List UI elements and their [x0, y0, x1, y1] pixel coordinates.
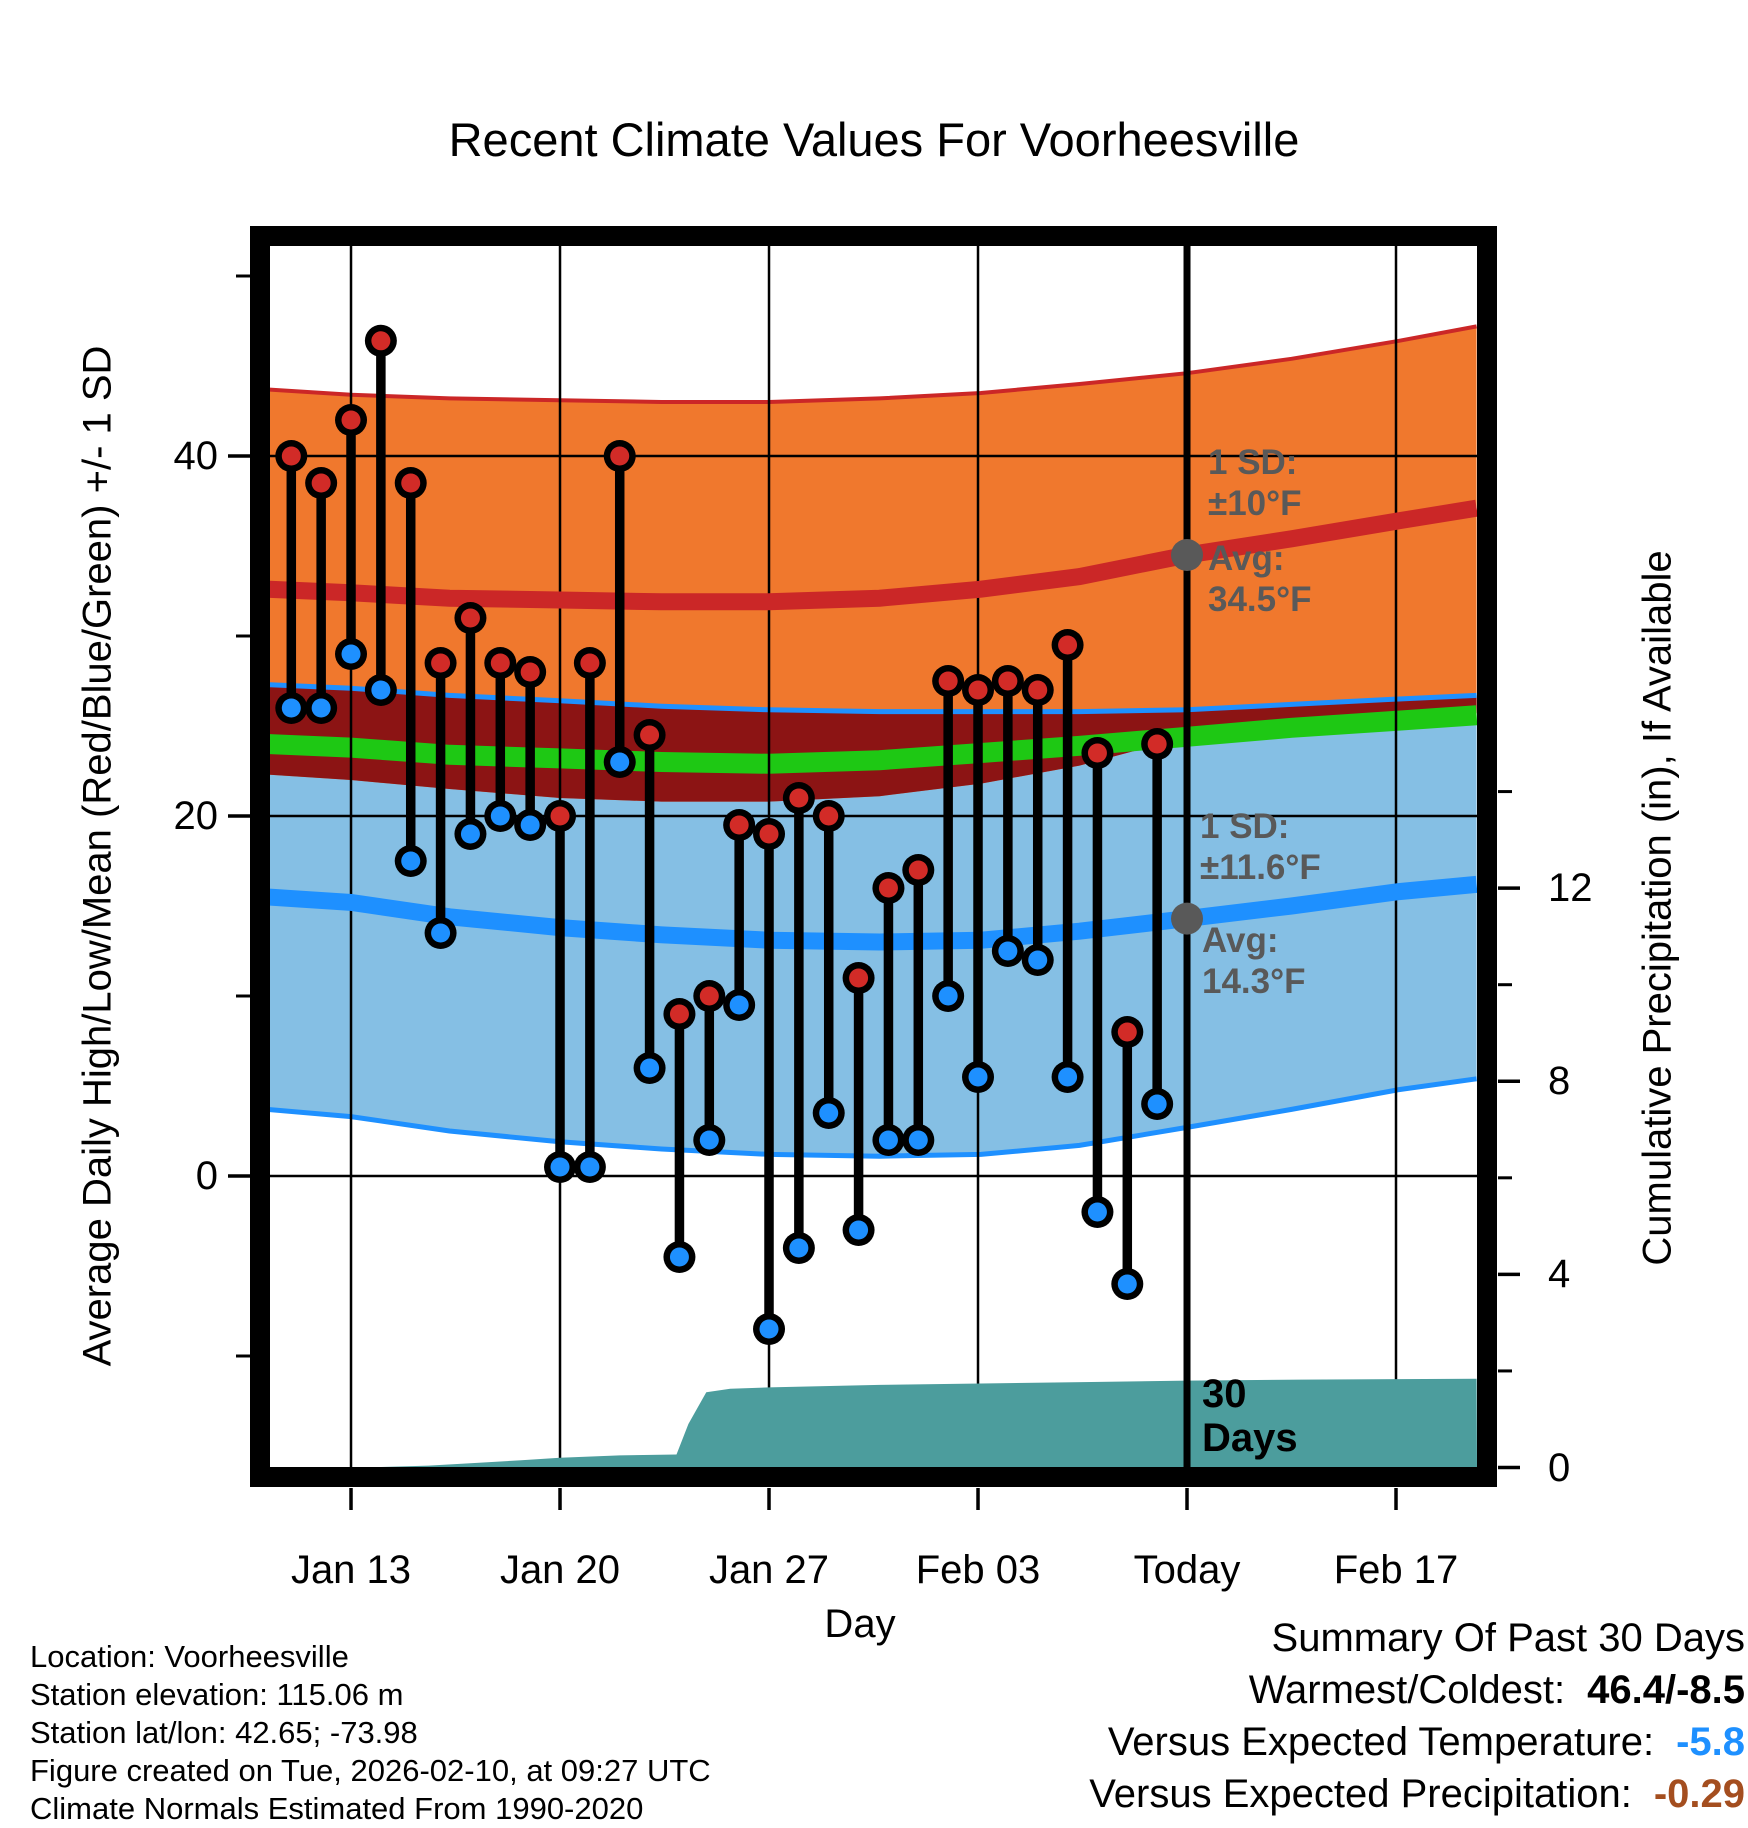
low-dot — [312, 699, 331, 718]
y-left-tick-label-0: 0 — [195, 1154, 218, 1198]
low-avg-value: 14.3°F — [1202, 962, 1306, 1001]
low-avg-annotation — [1202, 920, 1306, 1002]
high-dot — [700, 987, 719, 1006]
low-dot — [670, 1248, 689, 1267]
high-dot — [401, 474, 420, 493]
station-location: Location: Voorheesville — [30, 1639, 349, 1674]
high-dot — [1148, 735, 1167, 754]
low-dot — [1118, 1275, 1137, 1294]
x-axis-title: Day — [824, 1602, 896, 1646]
low-dot — [610, 753, 629, 772]
high-dot — [491, 654, 510, 673]
summary-row-vs-precipitation — [1089, 1768, 1745, 1820]
high-dot — [342, 411, 361, 430]
low-sd-annotation — [1200, 806, 1321, 888]
x-tick-label-today: Today — [1133, 1548, 1241, 1592]
x-tick-label-jan-27: Jan 27 — [708, 1548, 830, 1592]
high-dot — [730, 816, 749, 835]
low-dot — [760, 1320, 779, 1339]
high-dot — [640, 726, 659, 745]
high-dot — [282, 447, 301, 466]
low-dot — [551, 1158, 570, 1177]
station-elevation: Station elevation: 115.06 m — [30, 1677, 404, 1712]
high-dot — [909, 861, 928, 880]
low-dot — [1058, 1068, 1077, 1087]
climate-normals-note: Climate Normals Estimated From 1990-2020 — [30, 1791, 644, 1826]
low-avg-label: Avg: — [1202, 921, 1279, 960]
low-dot — [849, 1221, 868, 1240]
period-line2: Days — [1202, 1416, 1298, 1460]
high-dot — [969, 681, 988, 700]
low-dot — [401, 852, 420, 871]
high-dot — [879, 879, 898, 898]
low-dot — [580, 1158, 599, 1177]
high-dot — [1058, 636, 1077, 655]
summary-value-vs-temperature: -5.8 — [1676, 1720, 1745, 1764]
high-dot — [789, 789, 808, 808]
low-sd-label: 1 SD: — [1200, 807, 1290, 846]
low-dot — [879, 1131, 898, 1150]
high-dot — [580, 654, 599, 673]
summary-value-vs-precipitation: -0.29 — [1653, 1772, 1745, 1816]
y-left-tick-label-40: 40 — [173, 434, 218, 478]
high-dot — [1088, 744, 1107, 763]
period-30-days-label — [1202, 1372, 1298, 1460]
x-tick-label-jan-13: Jan 13 — [290, 1548, 412, 1592]
high-dot — [760, 825, 779, 844]
summary-label: Warmest/Coldest: — [1248, 1668, 1566, 1712]
station-latlon: Station lat/lon: 42.65; -73.98 — [30, 1715, 418, 1750]
high-dot — [610, 447, 629, 466]
high-dot — [849, 969, 868, 988]
high-dot — [670, 1005, 689, 1024]
high-dot — [312, 474, 331, 493]
high-dot — [461, 609, 480, 628]
y-axis-right-title: Cumulative Precipitation (in), If Available — [1635, 550, 1680, 1266]
period-line1: 30 — [1202, 1372, 1247, 1416]
low-avg-marker — [1171, 903, 1203, 935]
summary-row-vs-temperature — [1089, 1716, 1745, 1768]
figure-created: Figure created on Tue, 2026-02-10, at 09:27 UTC — [30, 1753, 711, 1788]
low-dot — [491, 807, 510, 826]
summary-row-warmest-coldest — [1089, 1664, 1745, 1716]
y-right-tick-label-8: 8 — [1548, 1059, 1571, 1104]
low-dot — [461, 825, 480, 844]
high-avg-value: 34.5°F — [1208, 580, 1312, 619]
summary-block — [1089, 1612, 1745, 1820]
high-dot — [998, 672, 1017, 691]
low-dot — [700, 1131, 719, 1150]
high-avg-label: Avg: — [1208, 539, 1285, 578]
low-dot — [969, 1068, 988, 1087]
high-dot — [819, 807, 838, 826]
low-dot — [1088, 1203, 1107, 1222]
high-dot — [551, 807, 570, 826]
low-dot — [1148, 1095, 1167, 1114]
x-tick-label-feb-17: Feb 17 — [1333, 1548, 1459, 1592]
summary-value-warmest-coldest: 46.4/-8.5 — [1587, 1668, 1745, 1712]
chart-title: Recent Climate Values For Voorheesville — [448, 113, 1300, 166]
station-info-block — [30, 1638, 711, 1828]
low-dot — [640, 1059, 659, 1078]
x-tick-label-feb-03: Feb 03 — [915, 1548, 1041, 1592]
low-dot — [1028, 951, 1047, 970]
high-dot — [1118, 1023, 1137, 1042]
summary-label: Versus Expected Temperature: — [1107, 1720, 1655, 1764]
y-right-tick-label-0: 0 — [1548, 1445, 1571, 1490]
high-sd-label: 1 SD: — [1208, 443, 1298, 482]
high-sd-value: ±10°F — [1208, 484, 1302, 523]
summary-title: Summary Of Past 30 Days — [1271, 1616, 1745, 1660]
low-dot — [371, 681, 390, 700]
low-dot — [521, 816, 540, 835]
x-tick-label-jan-20: Jan 20 — [499, 1548, 621, 1592]
low-sd-value: ±11.6°F — [1200, 848, 1321, 887]
low-dot — [939, 987, 958, 1006]
high-dot — [371, 331, 390, 350]
low-dot — [789, 1239, 808, 1258]
low-dot — [819, 1104, 838, 1123]
y-left-tick-label-20: 20 — [173, 794, 218, 838]
y-right-tick-label-4: 4 — [1548, 1252, 1571, 1297]
high-avg-annotation — [1208, 538, 1312, 620]
low-dot — [431, 924, 450, 943]
y-right-tick-label-12: 12 — [1548, 866, 1593, 911]
low-dot — [909, 1131, 928, 1150]
high-dot — [939, 672, 958, 691]
high-dot — [431, 654, 450, 673]
summary-label: Versus Expected Precipitation: — [1089, 1772, 1632, 1816]
high-dot — [1028, 681, 1047, 700]
high-dot — [521, 663, 540, 682]
low-dot — [998, 942, 1017, 961]
low-dot — [730, 996, 749, 1015]
low-dot — [342, 645, 361, 664]
y-axis-left-title: Average Daily High/Low/Mean (Red/Blue/Green) +/- 1 SD — [75, 345, 120, 1367]
high-avg-marker — [1171, 539, 1203, 571]
low-dot — [282, 699, 301, 718]
high-sd-annotation — [1208, 442, 1302, 524]
